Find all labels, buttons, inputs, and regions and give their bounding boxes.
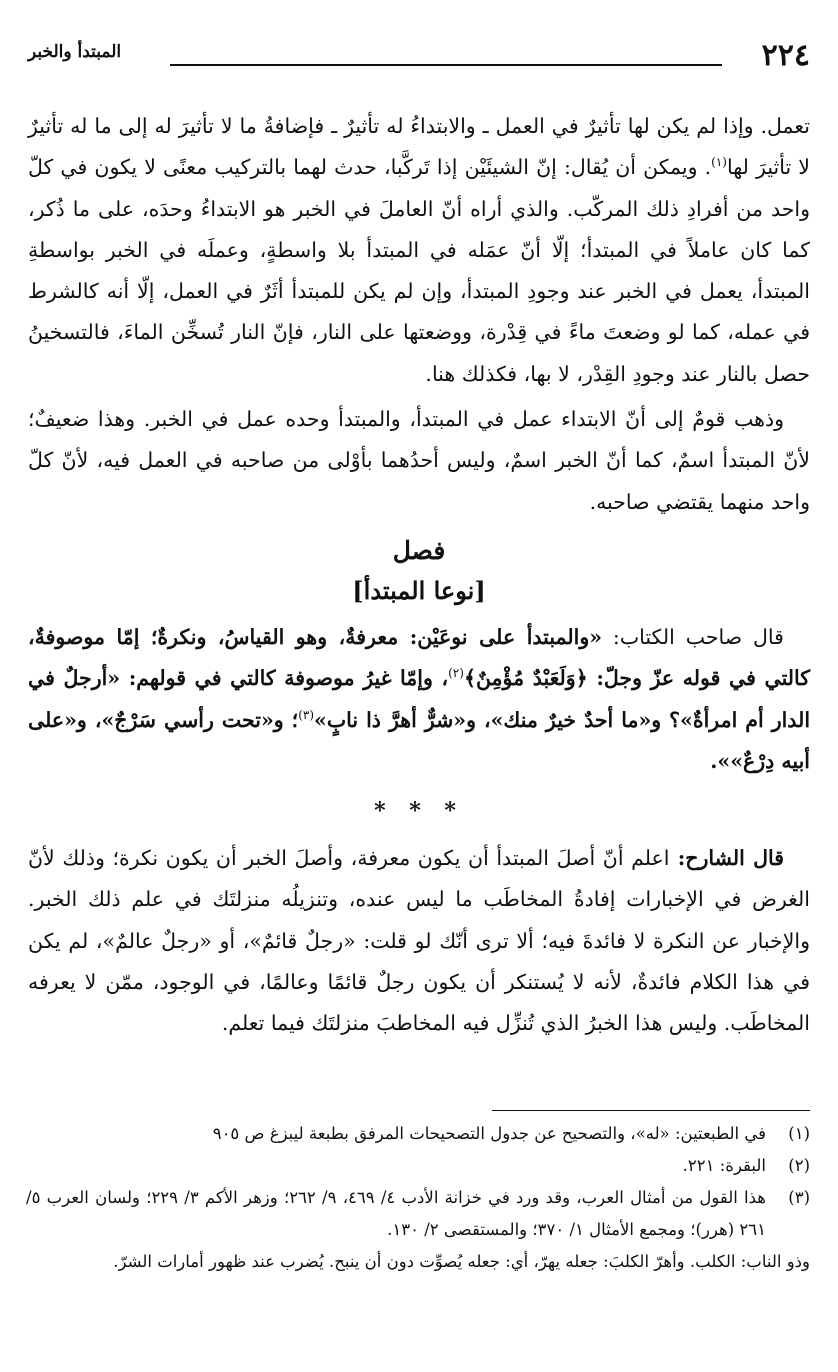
section-title: فصل bbox=[392, 535, 446, 565]
section-subtitle: [نوعا المبتدأ] bbox=[352, 575, 486, 605]
running-header bbox=[20, 36, 818, 78]
paragraph-4: قال الشارح: اعلم أنّ أصلَ المبتدأ أن يكون معرفة، وأصلَ الخبر أن يكون نكرة؛ وذلك لأنّ الغرض في الإخبارات إفادةُ المخاطَب ما ليس عنده، وتنزيلُه منزلتَك في علم ذلك الخبر. والإخبار عن النكرة لا فائدةَ فيه؛ ألا ترى أنّك لو قلت: «رجلٌ قائمٌ»، أو «رجلٌ عالمٌ»، لم يكن في هذا الكلام فائدةٌ، لأنه لا يُستنكر أن يكون رجلٌ قائمًا وعالمًا، في الوجود، ممّن لا يعرفه المخاطَب. وليس هذا الخبرُ الذي تُنزِّل فيه المخاطبَ منزلتَك فيما تعلم. bbox=[28, 846, 810, 1036]
author-quote-lead: قال صاحب الكتاب: bbox=[602, 624, 784, 649]
section-separator: * * * bbox=[374, 798, 464, 825]
paragraph-3: قال صاحب الكتاب: «والمبتدأ على نوعَيْن: معرفةٌ، وهو القياسُ، ونكرةٌ؛ إمّا موصوفةٌ، كالتي في قوله عزّ وجلّ: ﴿وَلَعَبْدٌ مُؤْمِنٌ﴾$^{(٢)}$، وإمّا غيرُ موصوفة كالتي في قولهم: «أرجلٌ في الدار أم امرأةٌ»؟ و«ما أحدٌ خيرٌ منك»، و«شرٌّ أهرَّ ذا نابٍ»$^{(٣)}$؛ و«تحت رأسي سَرْجٌ»، و«على أبيه دِرْعٌ»». bbox=[28, 624, 811, 773]
paragraph-2: وذهب قومٌ إلى أنّ الابتداء عمل في المبتدأ، والمبتدأ وحده عمل في الخبر. وهذا ضعيفٌ؛ لأنّ المبتدأ اسمٌ، كما أنّ الخبر اسمٌ، وليس أحدُهما بأوْلى من صاحبه في العمل فيه، لأنّ كلّ واحد منهما يقتضي صاحبه. bbox=[28, 407, 810, 514]
footnote-rule bbox=[492, 1110, 810, 1111]
footnote-3: (٣) هذا القول من أمثال العرب، وقد ورد في خزانة الأدب ٤/ ٤٦٩، ٩/ ٢٦٢؛ وزهر الأكم ٣/ ٢٢٩؛ ولسان العرب ٥/ ٢٦١ (هرر)؛ ومجمع الأمثال ١/ ٣٧٠؛ والمستقصى ٢/ ١٣٠. bbox=[26, 1188, 810, 1239]
footnote-1: (١) في الطبعتين: «له»، والتصحيح عن جدول التصحيحات المرفق بطبعة ليبزغ ص ٩٠٥ bbox=[212, 1124, 810, 1143]
footnote-ref-2: (٢) bbox=[448, 666, 464, 681]
page-number: ٢٢٤ bbox=[761, 38, 810, 73]
paragraph-1: تعمل. وإذا لم يكن لها تأثيرٌ في العمل ـ والابتداءُ له تأثيرٌ ـ فإضافةُ ما لا تأثيرَ له إلى ما له تأثيرٌ لا تأثيرَ لها$^{(١)}$. ويمكن أن يُقال: إنّ الشيئَيْن إذا تَركَّبا، حدث لهما بالتركيب معنًى لا يكون في كلّ واحد من أفرادِ ذلك المركّب. والذي أراه أنّ العاملَ في الخبر هو الابتداءُ وحدَه، على ما ذُكر، كما كان عاملاً في المبتدأ؛ إلّا أنّ عمَله في المبتدأ بلا واسطةٍ، وعملَه في الخبر بواسطةِ المبتدأ، يعمل في الخبر عند وجودِ المبتدأ، وإن لم يكن للمبتدأ أثَرٌ في العمل، إلّا أنه كالشرط في عمله، كما لو وضعتَ ماءً في قِدْرة، ووضعتها على النار، فإنّ النار تُسخِّن الماءَ، فالتسخينُ حصل بالنار عند وجودِ القِدْر، لا بها، فكذلك هنا. bbox=[28, 114, 810, 386]
footnote-2: (٢) البقرة: ٢٢١. bbox=[682, 1156, 810, 1175]
footnote-ref-1: (١) bbox=[711, 155, 727, 170]
main-text bbox=[28, 106, 810, 1045]
header-rule bbox=[170, 64, 722, 66]
footnote-ref-3: (٣) bbox=[298, 707, 315, 722]
running-title: المبتدأ والخبر bbox=[28, 42, 122, 62]
commentator-lead: قال الشارح: bbox=[669, 846, 785, 871]
footnotes bbox=[26, 1118, 810, 1278]
footnote-3-continuation: وذو الناب: الكلب. وأهرّ الكلبَ: جعله يهرّ، أي: جعله يُصوِّت دون أن ينبح. يُضرب عند ظهور أمارات الشرّ. bbox=[113, 1252, 810, 1271]
